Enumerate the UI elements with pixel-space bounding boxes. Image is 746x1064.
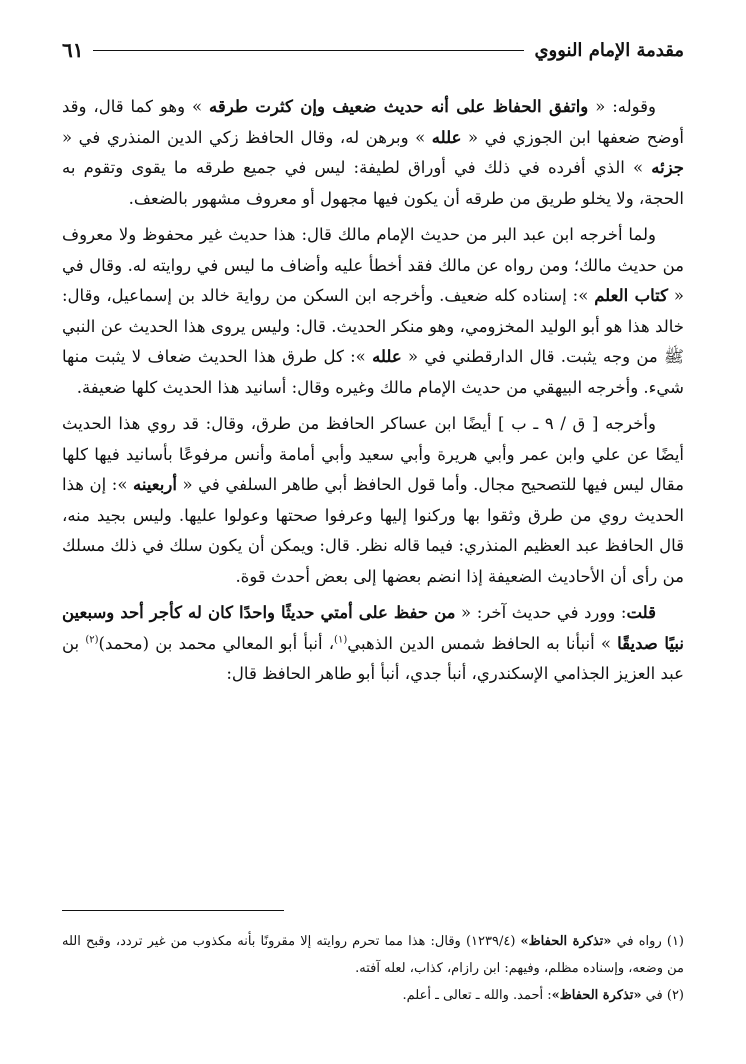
emphasis-text: واتفق الحفاظ على أنه حديث ضعيف وإن كثرت طرقه: [209, 97, 589, 116]
text-run: : وورد في حديث آخر: «: [455, 603, 627, 622]
emphasis-text: جزئه: [651, 158, 684, 177]
footnotes: [62, 928, 684, 1009]
footnote: [62, 928, 684, 982]
emphasis-text: كتاب العلم: [594, 286, 669, 305]
text-run: ، أنبأ أبو المعالي محمد بن (محمد): [98, 633, 335, 653]
text-run: (١) رواه في: [611, 934, 684, 949]
page-number: ٦١: [62, 38, 84, 62]
emphasis-text: أربعينه: [133, 475, 177, 494]
emphasis-text: «تذكرة الحفاظ»: [551, 988, 642, 1003]
text-run: »: إن هذا الحديث روي من طرق وثقوا بها وركنوا إليها وعرفوا صحتها وعولوا عليها. وليس بجيد منه، قال الحافظ عبد العظيم المنذري: فيما قاله نظر. قال: ويمكن أن يكون سلك في ذلك مسلك من رأى أن الأحاديث الضعيفة إذا انضم بعضها إلى بعض أحدث قوة.: [62, 475, 684, 586]
text-run: » وبرهن له، وقال الحافظ زكي الدين المنذري في «: [62, 127, 432, 147]
main-text: [62, 92, 684, 696]
text-run: (١٢٣٩/٤) وقال: هذا مما تحرم روايته إلا مقرونًا بأنه مكذوب من غير تردد، وقبح الله من وضعه، وإسناده مظلم، وفيهم: ابن رازام، كذاب، لعله آفته.: [62, 934, 684, 976]
emphasis-text: «تذكرة الحفاظ»: [520, 934, 612, 949]
text-run: » وهو كما قال، وقد أوضح ضعفها ابن الجوزي في «: [62, 97, 684, 147]
paragraph: [62, 220, 684, 403]
text-run: بن عبد العزيز الجذامي الإسكندري، أنبأ جدي، أنبأ أبو طاهر الحافظ قال:: [62, 633, 684, 683]
paragraph: [62, 409, 684, 592]
footnote: [62, 982, 684, 1009]
text-run: وأخرجه [ ق / ٩ ـ ب ] أيضًا ابن عساكر الحافظ من طرق، وقال: قد روي هذا الحديث أيضًا عن علي وابن عمر وأبي هريرة وأبي سعيد وأبي أمامة وأنس مرفوعًا بأسانيد فيها كلها مقال ليس فيها للتصحيح مجال. وأما قول الحافظ أبي طاهر السلفي في «: [62, 414, 684, 494]
footnote-ref: (٢): [85, 634, 99, 645]
text-run: : أحمد. والله ـ تعالى ـ أعلم.: [402, 988, 552, 1003]
header-rule: [93, 50, 524, 51]
emphasis-text: من حفظ على أمتي حديثًا واحدًا كان له كأجر أحد وسبعين نبيًا صديقًا: [62, 603, 684, 653]
emphasis-text: علله: [372, 347, 402, 366]
text-run: ولما أخرجه ابن عبد البر من حديث الإمام مالك قال: هذا حديث غير محفوظ ولا معروف من حديث مالك؛ ومن رواه عن مالك فقد أخطأ عليه وأضاف ما ليس في روايته له. وقال في «: [62, 225, 685, 305]
emphasis-text: قلت: [626, 603, 656, 622]
text-run: »: إسناده كله ضعيف. وأخرجه ابن السكن من رواية خالد بن إسماعيل، وقال: خالد هذا هو أبو الوليد المخزومي، وهو منكر الحديث. قال: وليس يروى هذا الحديث عن النبي ﷺ من وجه يثبت. قال الدارقطني في «: [62, 286, 684, 366]
text-run: »: كل طرق هذا الحديث ضعاف لا يثبت منها شيء. وأخرجه البيهقي من حديث الإمام مالك وغيره وقال: أسانيد هذا الحديث كلها ضعيفة.: [62, 347, 684, 397]
text-run: وقوله: «: [588, 97, 657, 116]
text-run: » الذي أفرده في ذلك في أوراق لطيفة: ليس في جميع طرقه ما يقوى وتقوم به الحجة، ولا يخلو طريق من طرقه أن يكون فيها مجهول أو معروف مشهور بالضعف.: [62, 158, 684, 208]
running-title: مقدمة الإمام النووي: [534, 39, 684, 61]
text-run: » أنبأنا به الحافظ شمس الدين الذهبي: [347, 633, 618, 653]
page-header: [62, 36, 684, 64]
footnote-divider: [62, 910, 284, 911]
emphasis-text: علله: [431, 127, 462, 147]
paragraph: [62, 598, 684, 690]
footnote-ref: (١): [334, 634, 348, 645]
paragraph: [62, 92, 684, 214]
text-run: (٢) في: [641, 988, 684, 1003]
